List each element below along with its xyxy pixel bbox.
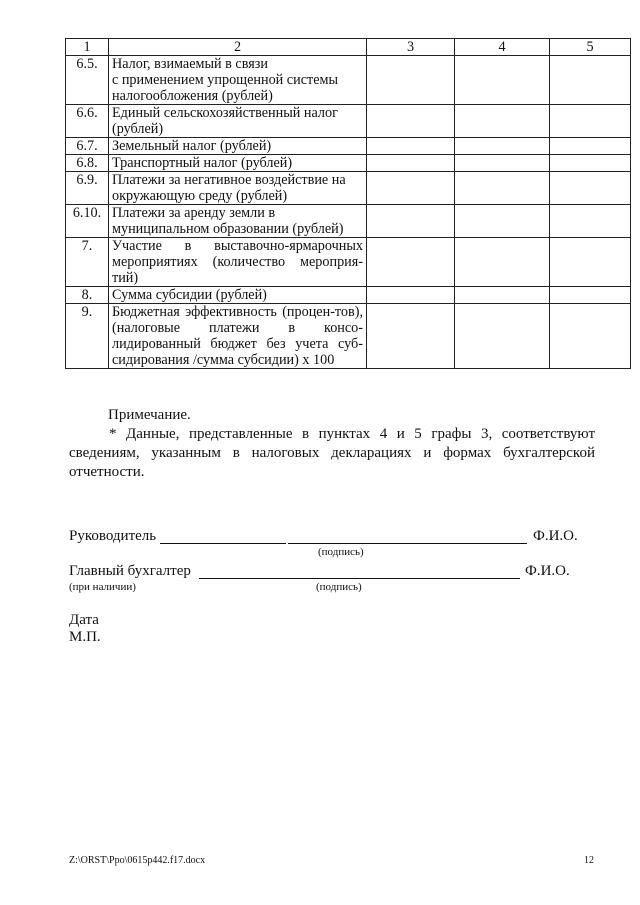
row-indicator: Платежи за негативное воздействие на окружающую среду (рублей) (109, 172, 367, 205)
accountant-signature-caption: (подпись) (316, 581, 362, 593)
row-number: 6.6. (66, 105, 109, 138)
value-cell (455, 304, 550, 369)
date-label: Дата (69, 612, 99, 628)
note-body: * Данные, представленные в пунктах 4 и 5 графы 3, соответствуют сведениям, указанным в налоговых декларациях и формах бухгалтерской отчетности. (69, 426, 595, 480)
row-number: 6.10. (66, 205, 109, 238)
header-cell: 5 (550, 39, 631, 56)
footer-path: Z:\ORST\Ppo\0615p442.f17.docx (69, 855, 206, 866)
header-cell: 3 (367, 39, 455, 56)
value-cell (550, 287, 631, 304)
value-cell (367, 304, 455, 369)
value-cell (367, 105, 455, 138)
value-cell (367, 155, 455, 172)
row-indicator: Налог, взимаемый в связи с применением упрощенной системы налогообложения (рублей) (109, 56, 367, 105)
note-title: Примечание. (108, 407, 191, 423)
value-cell (367, 287, 455, 304)
row-number: 6.8. (66, 155, 109, 172)
header-cell: 4 (455, 39, 550, 56)
header-cell: 1 (66, 39, 109, 56)
row-indicator: Сумма субсидии (рублей) (109, 287, 367, 304)
row-indicator: Единый сельскохозяйственный налог (рублей) (109, 105, 367, 138)
table-row (66, 287, 631, 304)
value-cell (455, 155, 550, 172)
value-cell (455, 56, 550, 105)
head-name-line (160, 543, 286, 544)
value-cell (455, 105, 550, 138)
table-row (66, 56, 631, 105)
value-cell (550, 105, 631, 138)
table-row (66, 205, 631, 238)
table-row (66, 105, 631, 138)
value-cell (550, 238, 631, 287)
table-header-row (66, 39, 631, 56)
accountant-note: (при наличии) (69, 581, 136, 593)
row-indicator: Платежи за аренду земли в муниципальном образовании (рублей) (109, 205, 367, 238)
value-cell (455, 138, 550, 155)
accountant-label: Главный бухгалтер (69, 563, 191, 579)
table-row (66, 155, 631, 172)
value-cell (550, 138, 631, 155)
accountant-signature-line (199, 578, 520, 579)
value-cell (550, 56, 631, 105)
head-signature-line (288, 543, 527, 544)
head-fio: Ф.И.О. (533, 528, 578, 544)
row-number: 9. (66, 304, 109, 369)
head-label: Руководитель (69, 528, 157, 544)
value-cell (367, 238, 455, 287)
row-number: 6.9. (66, 172, 109, 205)
row-number: 6.7. (66, 138, 109, 155)
value-cell (550, 304, 631, 369)
value-cell (550, 205, 631, 238)
row-number: 8. (66, 287, 109, 304)
value-cell (367, 56, 455, 105)
page-number: 12 (584, 855, 594, 866)
stamp-label: М.П. (69, 629, 101, 645)
row-indicator: Участие в выставочно-ярмарочных мероприятиях (количество мероприя-тий) (109, 238, 367, 287)
row-indicator: Бюджетная эффективность (процен-тов), (налоговые платежи в консо-лидированный бюджет без учета суб-сидирования /сумма субсидии) х 100 (109, 304, 367, 369)
table-row (66, 304, 631, 369)
head-signature-caption: (подпись) (318, 546, 364, 558)
value-cell (550, 172, 631, 205)
value-cell (455, 172, 550, 205)
value-cell (367, 172, 455, 205)
value-cell (455, 205, 550, 238)
table-row (66, 238, 631, 287)
indicators-table (65, 38, 631, 369)
value-cell (455, 238, 550, 287)
value-cell (367, 138, 455, 155)
row-number: 7. (66, 238, 109, 287)
value-cell (367, 205, 455, 238)
table-row (66, 172, 631, 205)
row-indicator: Транспортный налог (рублей) (109, 155, 367, 172)
header-cell: 2 (109, 39, 367, 56)
value-cell (550, 155, 631, 172)
table-row (66, 138, 631, 155)
row-indicator: Земельный налог (рублей) (109, 138, 367, 155)
value-cell (455, 287, 550, 304)
accountant-fio: Ф.И.О. (525, 563, 570, 579)
row-number: 6.5. (66, 56, 109, 105)
